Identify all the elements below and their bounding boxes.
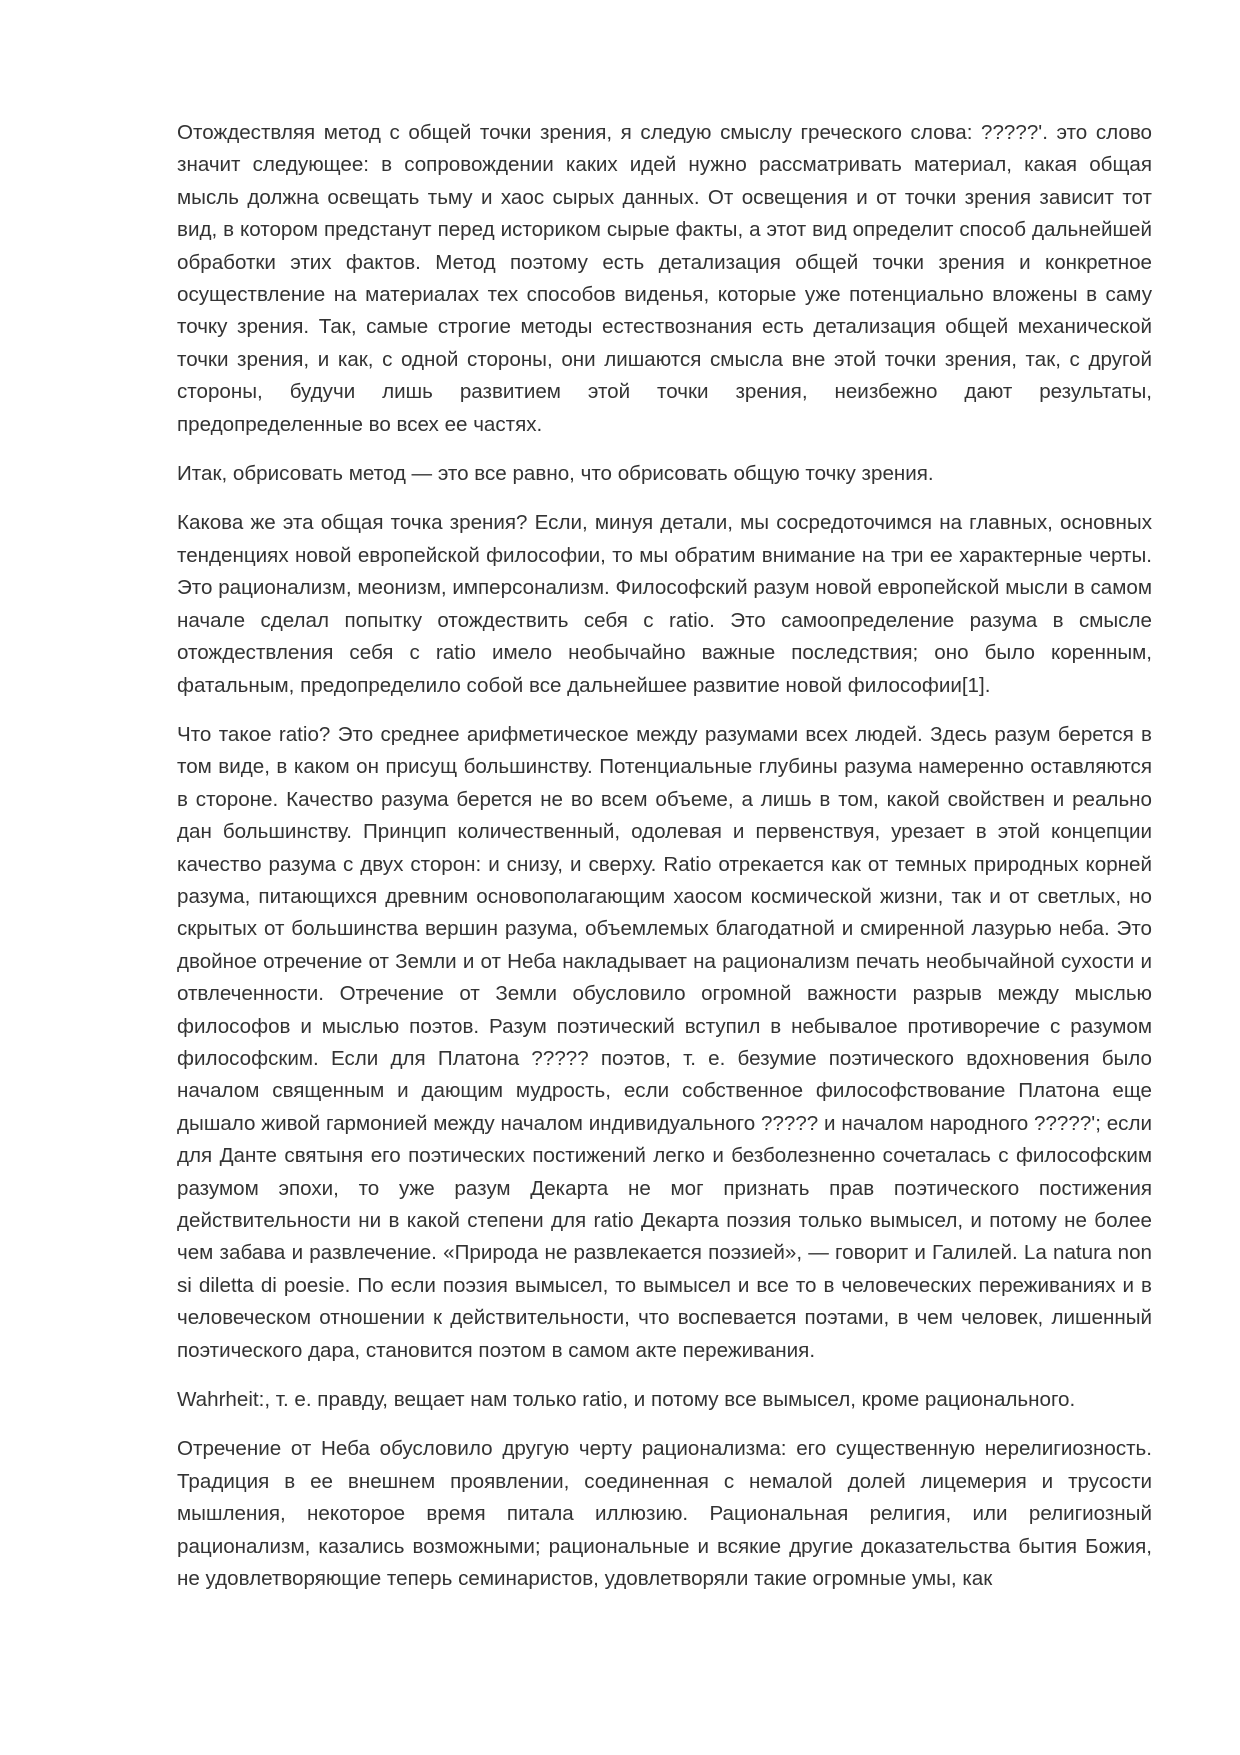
paragraph-wahrheit: Wahrheit:, т. е. правду, вещает нам только ratio, и потому все вымысел, кроме рационального. <box>177 1388 1076 1412</box>
paragraph-general-viewpoint: Какова же эта общая точка зрения? Если, минуя детали, мы сосредоточимся на главных, основных тенденциях новой европейской философии, то мы обратим внимание на три ее характерные черты. Это рационализм, меонизм, имперсонализм. Философский разум новой европейской мысли в самом начале сделал попытку отождествить себя с ratio. Это самоопределение разума в смысле отождествления себя с ratio имело необычайно важные последствия; оно было коренным, фатальным, предопределило собой все дальнейшее развитие новой философии[1]. <box>177 511 1152 697</box>
paragraph-method-summary: Итак, обрисовать метод — это все равно, что обрисовать общую точку зрения. <box>177 462 934 486</box>
paragraph-renunciation-of-heaven: Отречение от Неба обусловило другую черту рационализма: его существенную нерелигиозность. Традиция в ее внешнем проявлении, соединенная с немалой долей лицемерия и трусости мышления, некоторое время питала иллюзию. Рациональная религия, или религиозный рационализм, казались возможными; рациональные и всякие другие доказательства бытия Божия, не удовлетворяющие теперь семинаристов, удовлетворяли такие огромные умы, как <box>177 1437 1152 1591</box>
document-page <box>177 117 1152 1612</box>
paragraph-what-is-ratio: Что такое ratio? Это среднее арифметическое между разумами всех людей. Здесь разум берется в том виде, в каком он присущ большинству. Потенциальные глубины разума намеренно оставляются в стороне. Качество разума берется не во всем объеме, а лишь в том, какой свойствен и реально дан большинству. Принцип количественный, одолевая и первенствуя, урезает в этой концепции качество разума с двух сторон: и снизу, и сверху. Ratio отрекается как от темных природных корней разума, питающихся древним основополагающим хаосом космической жизни, так и от светлых, но скрытых от большинства вершин разума, объемлемых благодатной и смиренной лазурью неба. Это двойное отречение от Земли и от Неба накладывает на рационализм печать необычайной сухости и отвлеченности. Отречение от Земли обусловило огромной важности разрыв между мыслью философов и мыслью поэтов. Разум поэтический вступил в небывалое противоречие с разумом философским. Если для Платона ????? поэтов, т. е. безумие поэтического вдохновения было началом священным и дающим мудрость, если собственное философствование Платона еще дышало живой гармонией между началом индивидуального ????? и началом народного ?????'; если для Данте святыня его поэтических постижений легко и безболезненно сочеталась с философским разумом эпохи, то уже разум Декарта не мог признать прав поэтического постижения действительности ни в какой степени для ratio Декарта поэзия только вымысел, и потому не более чем забава и развлечение. «Природа не развлекается поэзией», — говорит и Галилей. La natura non si diletta di poesie. По если поэзия вымысел, то вымысел и все то в человеческих переживаниях и в человеческом отношении к действительности, что воспевается поэтами, в чем человек, лишенный поэтического дара, становится поэтом в самом акте переживания. <box>177 722 1152 1362</box>
paragraph-method-definition: Отождествляя метод с общей точки зрения, я следую смыслу греческого слова: ?????'. это слово значит следующее: в сопровождении каких идей нужно рассматривать материал, какая общая мысль должна освещать тьму и хаос сырых данных. От освещения и от точки зрения зависит тот вид, в котором предстанут перед историком сырые факты, а этот вид определит способ дальнейшей обработки этих фактов. Метод поэтому есть детализация общей точки зрения и конкретное осуществление на материалах тех способов виденья, которые уже потенциально вложены в саму точку зрения. Так, самые строгие методы естествознания есть детализация общей механической точки зрения, и как, с одной стороны, они лишаются смысла вне этой точки зрения, так, с другой стороны, будучи лишь развитием этой точки зрения, неизбежно дают результаты, предопределенные во всех ее частях. <box>177 121 1152 436</box>
